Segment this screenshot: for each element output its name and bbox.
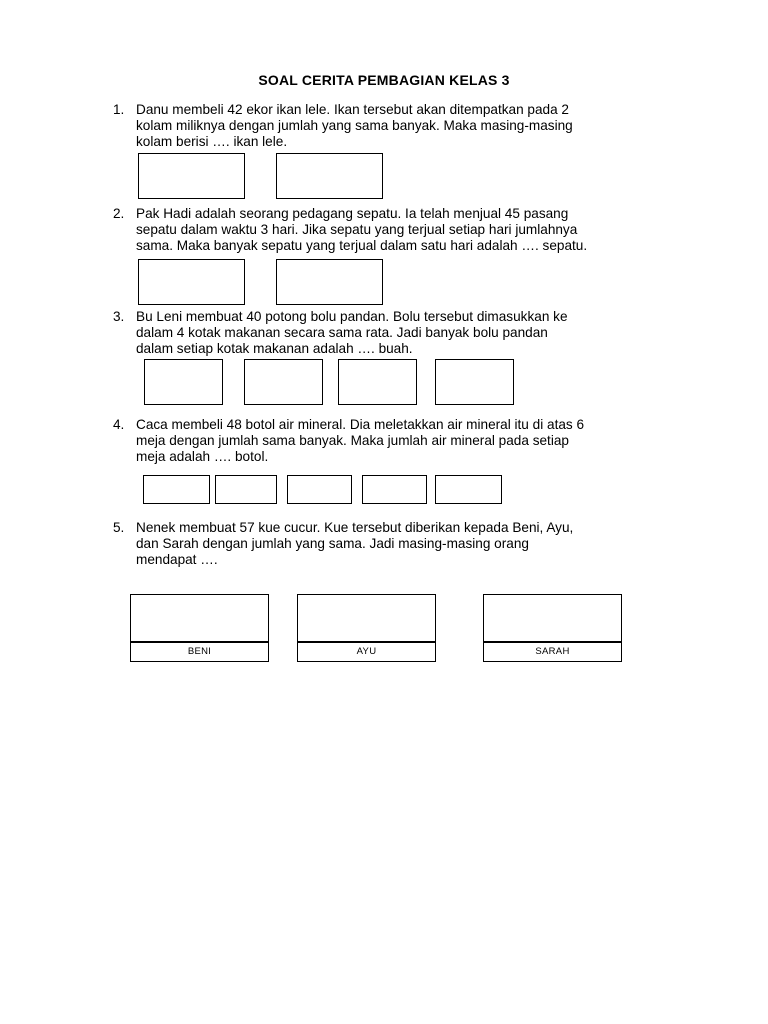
- question-line: dalam 4 kotak makanan secara sama rata. Jadi banyak bolu pandan: [136, 325, 548, 340]
- question-line: dalam setiap kotak makanan adalah …. buah.: [136, 341, 413, 356]
- answer-box-sarah[interactable]: [483, 594, 622, 642]
- answer-box-q2-1[interactable]: [138, 259, 245, 305]
- question-1: [113, 102, 693, 150]
- question-4: [113, 417, 693, 465]
- question-2: [113, 206, 693, 254]
- answer-box-q3-3[interactable]: [338, 359, 417, 405]
- question-line: meja adalah …. botol.: [136, 449, 269, 464]
- question-line: kolam berisi …. ikan lele.: [136, 134, 288, 149]
- answer-box-q3-4[interactable]: [435, 359, 514, 405]
- answer-box-q4-1[interactable]: [143, 475, 210, 504]
- answer-box-q3-1[interactable]: [144, 359, 223, 405]
- name-label-sarah: SARAH: [483, 642, 622, 662]
- question-line: Nenek membuat 57 kue cucur. Kue tersebut diberikan kepada Beni, Ayu,: [136, 520, 574, 535]
- answer-box-q4-4[interactable]: [362, 475, 427, 504]
- answer-box-q4-2[interactable]: [215, 475, 277, 504]
- question-number: 3.: [113, 309, 125, 324]
- name-label-ayu: AYU: [297, 642, 436, 662]
- page-title: SOAL CERITA PEMBAGIAN KELAS 3: [258, 72, 510, 88]
- question-line: Pak Hadi adalah seorang pedagang sepatu. Ia telah menjual 45 pasang: [136, 206, 569, 221]
- answer-box-q1-1[interactable]: [138, 153, 245, 199]
- answer-box-q2-2[interactable]: [276, 259, 383, 305]
- question-line: Danu membeli 42 ekor ikan lele. Ikan tersebut akan ditempatkan pada 2: [136, 102, 569, 117]
- name-label-beni: BENI: [130, 642, 269, 662]
- question-line: meja dengan jumlah sama banyak. Maka jumlah air mineral pada setiap: [136, 433, 569, 448]
- answer-box-q1-2[interactable]: [276, 153, 383, 199]
- question-5: [113, 520, 693, 568]
- question-line: sepatu dalam waktu 3 hari. Jika sepatu yang terjual setiap hari jumlahnya: [136, 222, 578, 237]
- question-number: 1.: [113, 102, 125, 117]
- question-number: 4.: [113, 417, 125, 432]
- question-line: sama. Maka banyak sepatu yang terjual dalam satu hari adalah …. sepatu.: [136, 238, 588, 253]
- answer-box-q4-5[interactable]: [435, 475, 502, 504]
- question-3: [113, 309, 693, 357]
- question-number: 2.: [113, 206, 125, 221]
- question-line: kolam miliknya dengan jumlah yang sama banyak. Maka masing-masing: [136, 118, 573, 133]
- answer-box-ayu[interactable]: [297, 594, 436, 642]
- answer-box-beni[interactable]: [130, 594, 269, 642]
- question-line: dan Sarah dengan jumlah yang sama. Jadi masing-masing orang: [136, 536, 529, 551]
- question-line: Bu Leni membuat 40 potong bolu pandan. Bolu tersebut dimasukkan ke: [136, 309, 568, 324]
- question-number: 5.: [113, 520, 125, 535]
- question-line: Caca membeli 48 botol air mineral. Dia meletakkan air mineral itu di atas 6: [136, 417, 585, 432]
- answer-box-q4-3[interactable]: [287, 475, 352, 504]
- answer-box-q3-2[interactable]: [244, 359, 323, 405]
- question-line: mendapat ….: [136, 552, 218, 567]
